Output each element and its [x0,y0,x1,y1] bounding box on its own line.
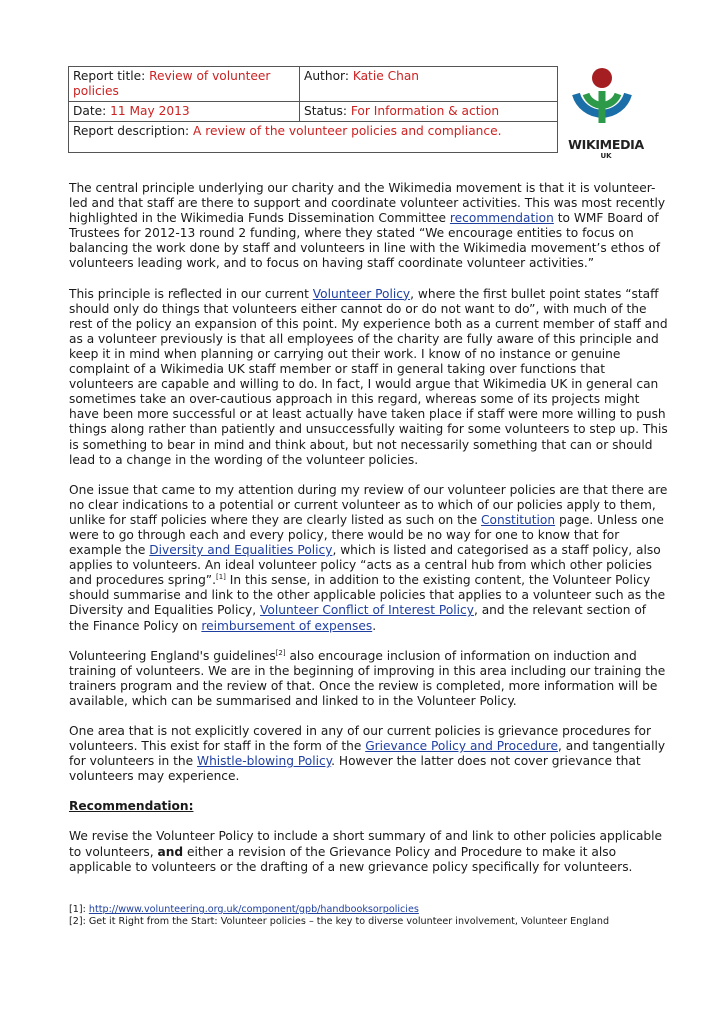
footnote-2-label: [2]: [69,916,89,927]
p3-text-a: One issue that came to my attention during my review of our volunteer policies are that there are no clear indications to a potential or current volunteer as to which of our policies apply to them, unlike for staff policies where they are clearly listed as such on the [69,482,668,527]
status-value: For Information & action [350,104,500,118]
grievance-policy-link[interactable]: Grievance Policy and Procedure [365,739,558,754]
rec-text-bold: and [157,844,184,859]
paragraph-2 [69,287,669,468]
description-label: Report description: [73,124,194,138]
p5-text-c: . However the latter does not cover grievance that volunteers may experience. [69,754,641,784]
report-body [69,181,669,890]
footnote-1 [69,904,669,916]
report-title-label: Report title: [73,69,150,83]
p2-text-a: This principle is reflected in our current [69,286,313,301]
date-cell [69,102,300,122]
diversity-equalities-policy-link[interactable]: Diversity and Equalities Policy [149,543,333,558]
p4-text-b: also encourage inclusion of information on induction and training of volunteers. We are in the beginning of improving in this area including our training the trainers program and the review of that. Once the review is completed, more information will be available, which can be summarised and linked to in the Volunteer Policy. [69,648,666,708]
p2-text-b: , where the first bullet point states “staff should only do things that volunteers either cannot do or do not want to do”, with much of the rest of the policy an expansion of this point. My experience both as a current member of staff and as a volunteer previously is that all employees of the charity are fully aware of this principle and keep it in mind when planning or carrying out their work. I know of no instance or genuine complaint of a Wikimedia UK staff member or staff in general taking over functions that volunteers are capable and willing to do. In fact, I would argue that Wikimedia UK in general can sometimes take an over-cautious approach in this regard, whereas some of its projects might have been more successful or at least actually have taken place if staff were more willing to push things along rather than patiently and unsuccessfully waiting for some volunteers to step up. This is something to bear in mind and think about, but not necessarily something that can or should lead to a change in the wording of the volunteer policies. [69,286,668,467]
report-title-cell [69,67,300,102]
recommendation-link[interactable]: recommendation [449,211,554,226]
rec-text-a: We revise the Volunteer Policy to include a short summary of and link to other policies applicable to volunteers, [69,829,663,859]
footnote-1-label: [1]: [69,904,89,915]
recommendation-heading: Recommendation: [69,799,194,814]
footnote-2-text: Get it Right from the Start: Volunteer policies – the key to diverse volunteer involvement, Volunteer England [88,916,610,927]
author-label: Author: [304,69,353,83]
status-cell [300,102,558,122]
footnotes [69,904,669,928]
report-title-value: Review of volunteer policies [73,69,271,98]
author-value: Katie Chan [352,69,420,83]
footnote-ref-2[interactable]: [2] [275,648,286,657]
recommendation-paragraph [69,829,669,874]
p5-text-b: , and tangentially for volunteers in the [69,739,666,769]
author-cell [300,67,558,102]
description-value: A review of the volunteer policies and compliance. [193,124,502,138]
paragraph-1 [69,181,669,272]
p3-text-f: . [372,618,377,633]
report-header-table [68,66,558,153]
p3-text-c: , which is listed and categorised as a staff policy, also applies to volunteers. An ideal volunteer policy “acts as a central hub from which other policies and procedures spring”. [69,543,661,588]
footnote-2 [69,916,669,928]
status-label: Status: [304,104,351,118]
footnote-ref-1[interactable]: [1] [216,573,226,582]
p3-text-e: , and the relevant section of the Finance Policy on [69,603,647,633]
logo-subtitle: UK [600,152,612,160]
date-label: Date: [73,104,111,118]
p1-text-a: The central principle underlying our charity and the Wikimedia movement is that it is volunteer-led and that staff are there to support and coordinate volunteer activities. This was most recently highlighted in the Wikimedia Funds Dissemination Committee [69,181,666,226]
constitution-link[interactable]: Constitution [481,512,556,527]
rec-text-b: either a revision of the Grievance Policy and Procedure to make it also applicable to volunteers or the drafting of a new grievance policy specifically for volunteers. [69,844,633,874]
p3-text-d: In this sense, in addition to the existing content, the Volunteer Policy should summarise and link to the other applicable policies that applies to a volunteer such as the Diversity and Equalities Policy, [69,573,666,618]
paragraph-5 [69,724,669,784]
footnote-1-link[interactable]: http://www.volunteering.org.uk/component/gpb/handbooksorpolicies [88,904,419,915]
p1-text-b: to WMF Board of Trustees for 2012-13 round 2 funding, where they stated “We encourage entities to focus on balancing the work done by staff and volunteers in line with the Wikimedia movement’s ethos of volunteers leading work, and to focus on having staff coordinate volunteer activities.” [69,211,661,271]
whistle-blowing-policy-link[interactable]: Whistle-blowing Policy [197,754,332,769]
p3-text-b: page. Unless one were to go through each and every policy, there would be no way for one to know that for example the [69,512,664,558]
conflict-of-interest-policy-link[interactable]: Volunteer Conflict of Interest Policy [260,603,474,618]
reimbursement-of-expenses-link[interactable]: reimbursement of expenses [201,618,373,633]
paragraph-4 [69,649,669,709]
p5-text-a: One area that is not explicitly covered in any of our current policies is grievance procedures for volunteers. This exist for staff in the form of the [69,724,651,754]
date-value: 11 May 2013 [110,104,190,118]
paragraph-3 [69,483,669,634]
description-cell [69,122,558,153]
logo-wordmark: WIKIMEDIA [568,137,644,152]
volunteer-policy-link[interactable]: Volunteer Policy [312,286,411,301]
p4-text-a: Volunteering England's guidelines [69,648,276,663]
